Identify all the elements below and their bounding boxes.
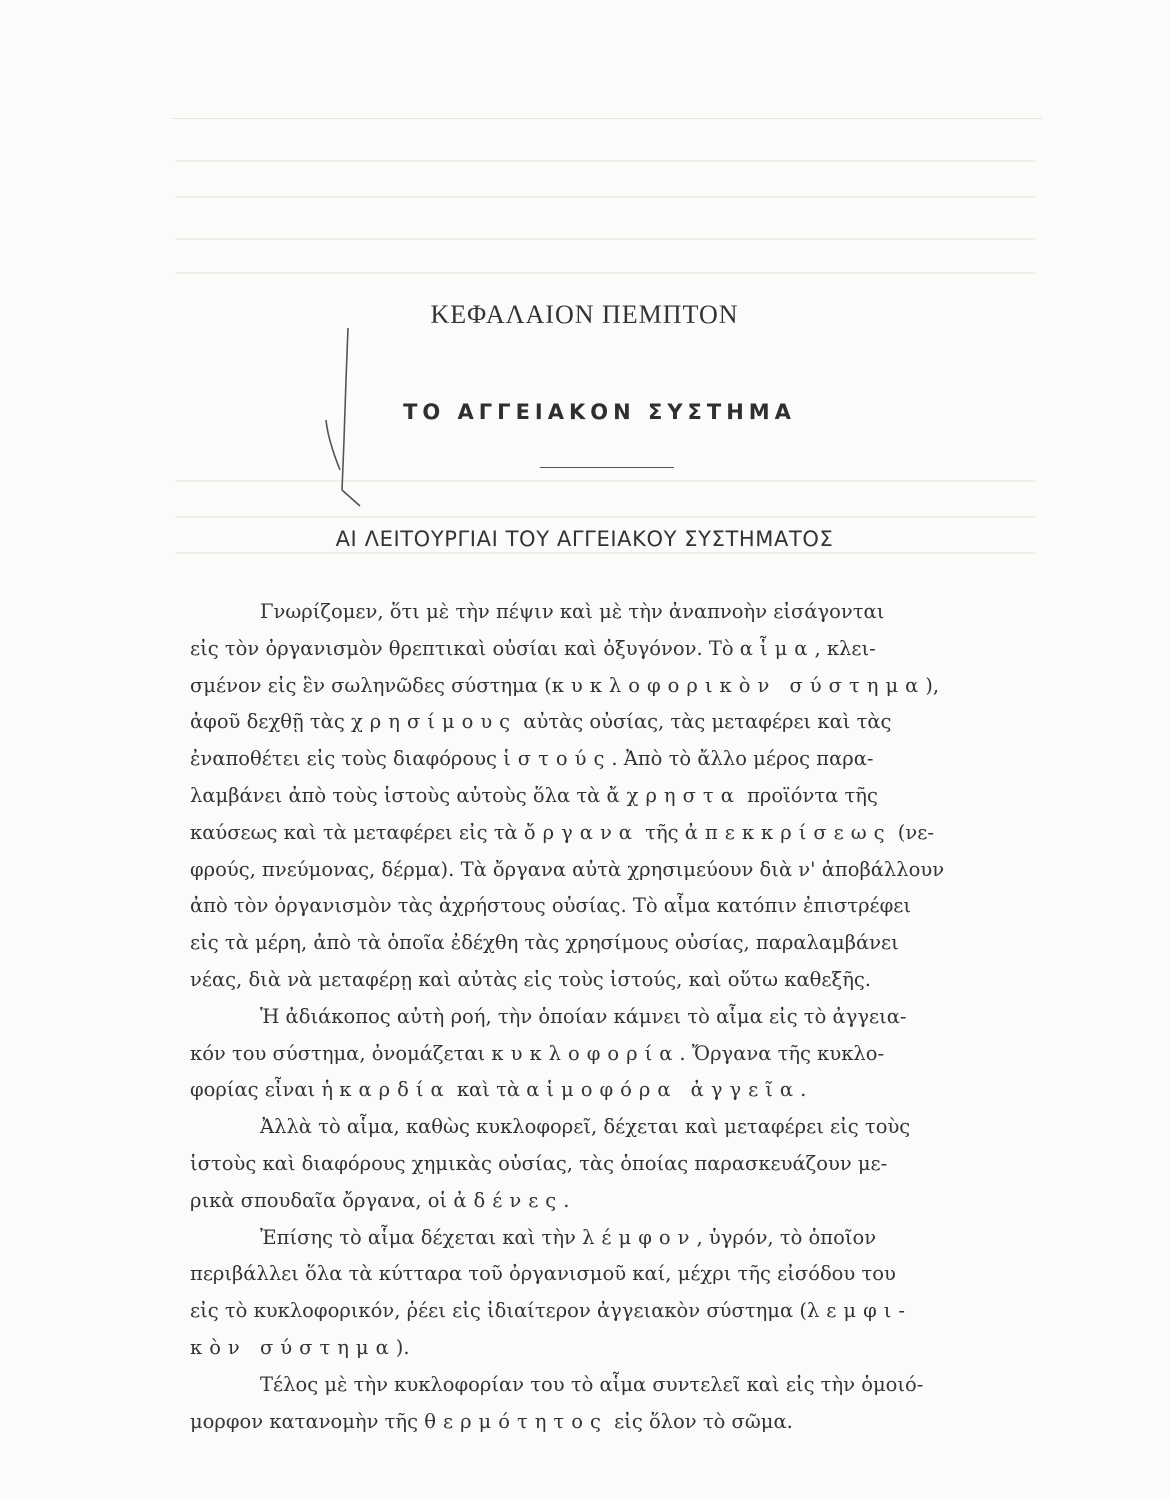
text-line	[190, 1330, 1040, 1367]
text-run: μορφον κατανομὴν τῆς	[190, 1409, 425, 1433]
bleed-through-line	[175, 516, 1035, 518]
text-run: αὐτὰς οὐσίας, τὰς μεταφέρει καὶ τὰς	[517, 710, 892, 734]
text-run: φρούς, πνεύμονας, δέρμα). Τὰ ὄργανα αὐτὰ χρησιμεύουν διὰ ν' ἀποβάλλουν	[190, 857, 945, 881]
text-line	[190, 925, 1040, 962]
text-run: Ἡ ἀδιάκοπος αὐτὴ ροή, τὴν ὁποίαν κάμνει τὸ αἷμα εἰς τὸ ἀγγεια-	[260, 1004, 907, 1028]
spaced-term: λέμφον	[582, 1225, 697, 1249]
bleed-through-header	[172, 90, 1042, 119]
spaced-term: καρδία	[339, 1078, 451, 1102]
text-run: νέας, διὰ νὰ μεταφέρῃ καὶ αὐτὰς εἰς τοὺς ἱστούς, καὶ οὕτω καθεξῆς.	[190, 967, 871, 991]
spaced-term: ὄργανα	[523, 820, 639, 844]
bleed-through-line	[175, 196, 1035, 198]
spaced-term: κυκλοφορία	[491, 1041, 680, 1065]
text-run: Γνωρίζομεν, ὅτι μὲ τὴν πέψιν καὶ μὲ τὴν ἀναπνοὴν εἰσάγονται	[260, 600, 885, 623]
spaced-term: αἱμοφόρα ἀγγεῖα	[526, 1078, 801, 1102]
bleed-through-line	[175, 160, 1035, 162]
text-line	[190, 704, 1040, 741]
text-line	[190, 594, 1040, 631]
text-run: . Ὄργανα τῆς κυκλο-	[679, 1041, 885, 1065]
text-run: .	[800, 1078, 807, 1102]
text-line	[190, 1036, 1040, 1073]
spaced-term: λεμφι-	[806, 1299, 912, 1323]
bleed-through-line	[175, 238, 1035, 240]
text-run: ἀπὸ τὸν ὀργανισμὸν τὰς ἀχρήστους οὐσίας. Τὸ αἷμα κατόπιν ἐπιστρέφει	[190, 894, 912, 918]
text-run: τῆς	[638, 820, 685, 844]
chapter-title: ΤΟ ΑΓΓΕΙΑΚΟΝ ΣΥΣΤΗΜΑ	[403, 400, 796, 424]
chapter-label: ΚΕΦΑΛΑΙΟΝ ΠΕΜΠΤΟΝ	[430, 300, 739, 329]
spaced-term: ἀπεκκρίσεως	[684, 820, 892, 844]
spaced-term: κυκλοφορικὸν σύστημα	[551, 673, 926, 697]
text-line	[190, 1256, 1040, 1293]
spaced-term: κὸν σύστημα	[190, 1335, 396, 1359]
text-run: καύσεως καὶ τὰ μεταφέρει εἰς τὰ	[190, 820, 524, 844]
text-run: ἀφοῦ δεχθῇ τὰς	[190, 710, 351, 734]
text-run: κόν του σύστημα, ὀνομάζεται	[190, 1041, 492, 1065]
spaced-term: αἷμα	[739, 636, 815, 660]
text-run: περιβάλλει ὅλα τὰ κύτταρα τοῦ ὀργανισμοῦ καί, μέχρι τῆς εἰσόδου του	[190, 1262, 896, 1286]
text-run: Ἀλλὰ τὸ αἷμα, καθὼς κυκλοφορεῖ, δέχεται καὶ μεταφέρει εἰς τοὺς	[260, 1115, 911, 1139]
text-run: ρικὰ σπουδαῖα ὄργανα, οἱ	[190, 1188, 454, 1212]
text-run: , κλει-	[814, 636, 876, 660]
text-run: (νε-	[891, 820, 934, 844]
text-run: ),	[925, 673, 940, 697]
text-line	[190, 888, 1040, 925]
text-run: . Ἀπὸ τὸ ἄλλο μέρος παρα-	[611, 747, 874, 771]
text-run: Ἐπίσης τὸ αἷμα δέχεται καὶ τὴν	[260, 1225, 583, 1249]
spaced-term: ἄχρηστα	[606, 783, 741, 807]
title-divider	[540, 467, 674, 468]
text-line	[190, 815, 1040, 852]
text-line	[190, 1220, 1040, 1257]
spaced-term: θερμότητος	[424, 1409, 608, 1433]
body-text	[190, 594, 1040, 1440]
text-line	[190, 1183, 1040, 1220]
text-run: σμένον εἰς ἓν σωληνῶδες σύστημα (	[190, 673, 552, 697]
text-line	[190, 852, 1040, 889]
text-run: λαμβάνει ἀπὸ τοὺς ἱστοὺς αὐτοὺς ὅλα τὰ	[190, 783, 607, 807]
text-line	[190, 999, 1040, 1036]
text-line	[190, 1367, 1040, 1404]
spaced-term: ἀδένες	[453, 1188, 564, 1212]
text-run: ).	[395, 1335, 410, 1359]
spaced-term: χρησίμους	[350, 710, 518, 734]
bleed-through-line	[175, 272, 1035, 274]
text-line	[190, 741, 1040, 778]
text-run: .	[563, 1188, 570, 1212]
text-run: εἰς τὸ κυκλοφορικόν, ῥέει εἰς ἰδιαίτερον ἀγγειακὸν σύστημα (	[190, 1299, 807, 1323]
text-run: Τέλος μὲ τὴν κυκλοφορίαν του τὸ αἷμα συντελεῖ καὶ εἰς τὴν ὁμοιό-	[260, 1372, 924, 1396]
spaced-term: ἱστούς	[503, 747, 612, 771]
text-run: προϊόντα τῆς	[740, 783, 878, 807]
text-line	[190, 1293, 1040, 1330]
text-line	[190, 1404, 1040, 1441]
section-title: ΑΙ ΛΕΙΤΟΥΡΓΙΑΙ ΤΟΥ ΑΓΓΕΙΑΚΟΥ ΣΥΣΤΗΜΑΤΟΣ	[335, 527, 834, 551]
text-line	[190, 962, 1040, 999]
text-line	[190, 1072, 1040, 1109]
text-line	[190, 1146, 1040, 1183]
text-run: εἰς ὅλον τὸ σῶμα.	[607, 1409, 793, 1433]
text-run: ἱστοὺς καὶ διαφόρους χημικὰς οὐσίας, τὰς ὁποίας παρασκευάζουν με-	[190, 1151, 888, 1175]
text-run: ἐναποθέτει εἰς τοὺς διαφόρους	[190, 747, 504, 771]
text-line	[190, 778, 1040, 815]
text-line	[190, 1109, 1040, 1146]
bleed-through-line	[175, 552, 1035, 554]
text-run: εἰς τὰ μέρη, ἀπὸ τὰ ὁποῖα ἐδέχθη τὰς χρησίμους οὐσίας, παραλαμβάνει	[190, 931, 899, 955]
text-line	[190, 631, 1040, 668]
text-run: φορίας εἶναι ἡ	[190, 1078, 340, 1102]
text-run: καὶ τὰ	[450, 1078, 527, 1102]
text-run: , ὑγρόν, τὸ ὁποῖον	[696, 1225, 877, 1249]
text-line	[190, 668, 1040, 705]
text-run: εἰς τὸν ὀργανισμὸν θρεπτικαὶ οὐσίαι καὶ ὀξυγόνον. Τὸ	[190, 636, 740, 660]
